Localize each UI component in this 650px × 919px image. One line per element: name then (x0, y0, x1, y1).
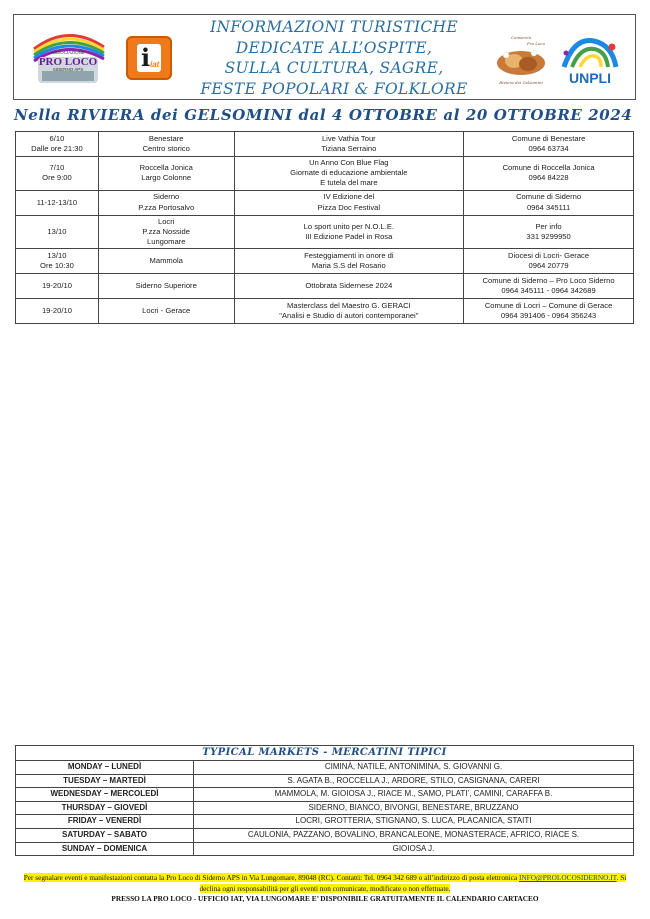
event-date-line: 19-20/10 (41, 306, 72, 316)
market-day: MONDAY – LUNEDÌ (16, 761, 194, 775)
event-event-line: Maria S.S del Rosario (311, 261, 386, 271)
unpli-text: UNPLI (569, 70, 611, 86)
header-title-line: SULLA CULTURA, SAGRE, (224, 59, 444, 77)
event-row (16, 157, 634, 191)
event-event-line: Tiziana Serraino (321, 144, 377, 153)
event-contact-line: 0964 345111 - 0964 342689 (501, 286, 596, 296)
event-date-cell (16, 299, 99, 324)
email-link[interactable]: INFO@PROLOCOSIDERNO.IT (518, 873, 617, 882)
market-places: SIDERNO, BIANCO, BIVONGI, BENESTARE, BRUZZANO (194, 801, 634, 815)
event-place-cell (98, 157, 234, 191)
market-day: WEDNESDAY – MERCOLEDÌ (16, 788, 194, 802)
event-contact-cell (464, 274, 634, 299)
market-places: LOCRI, GROTTERIA, STIGNANO, S. LUCA, PLACANICA, STAITI (194, 815, 634, 829)
market-row (16, 815, 634, 829)
header-title-line: DEDICATE ALL’OSPITE, (235, 38, 433, 57)
event-place-line: Mammola (149, 256, 183, 266)
event-event-line: E tutela del mare (320, 178, 378, 188)
event-event-line: Masterclass del Maestro G. GERACI (287, 301, 411, 311)
event-row (16, 215, 634, 249)
event-contact-line: 0964 84228 (528, 173, 569, 183)
event-place-line: P.zza Portosalvo (138, 202, 195, 212)
market-day: FRIDAY – VENERDÌ (16, 815, 194, 829)
event-row (16, 190, 634, 215)
event-place-line: Locri - Gerace (142, 306, 191, 316)
event-contact-line: Comune di Locri – Comune di Gerace (484, 301, 613, 311)
event-contact-line: Comune di Roccella Jonica (502, 163, 595, 173)
event-contact-cell (464, 190, 634, 215)
market-day: SATURDAY – SABATO (16, 828, 194, 842)
proloco-logo-line-1: ASSOCIAZIONE (51, 50, 85, 55)
event-event-line: Ottobrata Sidernese 2024 (305, 281, 393, 291)
market-row (16, 774, 634, 788)
event-event-line: "Analisi e Studio di autori contemporanei" (279, 311, 419, 321)
market-row (16, 761, 634, 775)
unpli-logo (554, 33, 626, 89)
market-day: TUESDAY – MARTEDÌ (16, 774, 194, 788)
footer-note-text: Per segnalare eventi e manifestazioni contatta la Pro Loco di Siderno APS in Via Lungomare, 89048 (RC). Contatti: Tel. 0964 342 689 o all’indirizzo di posta elettronica (23, 873, 519, 882)
event-event-line: Lo sport unito per N.O.L.E. (303, 221, 394, 231)
event-event-line: Live Vathia Tour (321, 133, 376, 143)
event-event-cell (234, 157, 464, 191)
event-event-cell (234, 299, 464, 324)
event-contact-line: 0964 345111 (526, 202, 571, 212)
event-event-line: Giornate di educazione ambientale (290, 168, 408, 178)
event-contact-line: 0964 391406 - 0964 356243 (500, 311, 597, 321)
event-date-cell (16, 132, 99, 157)
market-places: GIOIOSA J. (194, 842, 634, 856)
event-event-cell (234, 274, 464, 299)
event-date-line: Ore 9:00 (42, 173, 72, 183)
event-contact-cell (464, 249, 634, 274)
event-contact-line: 0964 63734 (528, 144, 569, 153)
event-date-cell (16, 274, 99, 299)
event-contact-line: Diocesi di Locri- Gerace (508, 251, 590, 261)
event-place-cell (98, 249, 234, 274)
event-row (16, 249, 634, 274)
event-place-line: Locri (157, 216, 175, 226)
event-place-line: Benestare (148, 133, 184, 143)
market-row (16, 828, 634, 842)
event-event-line: Festeggiamenti in onore di (304, 251, 394, 261)
proloco-logo-line-2: PRO LOCO (38, 56, 98, 68)
event-date-cell (16, 249, 99, 274)
event-contact-line: 0964 20779 (528, 261, 569, 271)
event-place-cell (98, 132, 234, 157)
market-places: CIMINÀ, NATILE, ANTONIMINA, S. GIOVANNI G. (194, 761, 634, 775)
event-date-cell (16, 190, 99, 215)
event-row (16, 299, 634, 324)
event-date-line: Ore 10:30 (40, 261, 74, 271)
header-title (189, 17, 479, 99)
event-place-line: Siderno Superiore (135, 281, 197, 291)
proloco-logo-line-3: SIDERNO APS (52, 67, 84, 72)
gelsomini-logo-line-2: Pro Loco (527, 41, 545, 46)
event-date-line: 13/10 (47, 251, 67, 261)
event-event-line: III Edizione Padel in Rosa (305, 231, 393, 241)
footer-note-text-end: . Si declina ogni responsabilità per gli eventi non comunicate, modificate o non effettuate. (199, 873, 627, 893)
market-row (16, 801, 634, 815)
event-place-line: Roccella Jonica (139, 163, 193, 173)
markets-table (15, 745, 634, 856)
market-places: MAMMOLA, M. GIOIOSA J., RIACE M., SAMO, PLATI’, CAMINI, CARAFFA B. (194, 788, 634, 802)
event-date-cell (16, 157, 99, 191)
info-i-icon: i (141, 43, 151, 72)
market-day: THURSDAY – GIOVEDÌ (16, 801, 194, 815)
event-date-cell (16, 215, 99, 249)
events-table (15, 131, 634, 324)
event-contact-line: Comune di Benestare (511, 133, 586, 143)
event-event-cell (234, 190, 464, 215)
event-date-line: 13/10 (47, 226, 67, 236)
event-contact-cell (464, 299, 634, 324)
event-row (16, 132, 634, 157)
event-place-line: P.zza Nosside (142, 226, 190, 236)
event-event-line: Un Anno Con Blue Flag (309, 158, 389, 167)
event-place-cell (98, 299, 234, 324)
proloco-siderno-logo (28, 27, 108, 87)
event-contact-cell (464, 157, 634, 191)
event-event-cell (234, 132, 464, 157)
event-date-line: 11-12-13/10 (36, 197, 78, 207)
event-place-cell (98, 190, 234, 215)
event-contact-line: Comune di Siderno – Pro Loco Siderno (482, 276, 615, 286)
header-title-line: FESTE POPOLARI & FOLKLORE (200, 79, 468, 98)
event-date-line: 6/10 (49, 133, 65, 143)
event-place-cell (98, 274, 234, 299)
header-box (13, 14, 636, 100)
event-contact-cell (464, 215, 634, 249)
event-place-line: Largo Colonne (141, 173, 192, 183)
event-row (16, 274, 634, 299)
market-day: SUNDAY – DOMENICA (16, 842, 194, 856)
event-contact-cell (464, 132, 634, 157)
footer-note (22, 873, 628, 894)
event-date-line: Dalle ore 21:30 (31, 144, 83, 153)
event-contact-line: Per info (535, 221, 562, 231)
market-places: S. AGATA B., ROCCELLA J., ARDORE, STILO, CASIGNANA, CARERI (194, 774, 634, 788)
event-event-line: IV Edizione del (323, 192, 375, 202)
event-date-line: 7/10 (49, 163, 65, 173)
event-place-line: Lungomare (147, 237, 186, 247)
event-event-line: Pizza Doc Festival (317, 202, 381, 212)
iat-tag: iat (150, 60, 160, 69)
date-range-subtitle: Nella RIVIERA dei GELSOMINI dal 4 OTTOBRE al 20 OTTOBRE 2024 (14, 106, 633, 124)
market-row (16, 788, 634, 802)
iat-info-logo (126, 36, 172, 80)
riviera-gelsomini-logo (490, 33, 552, 89)
header-title-line: INFORMAZIONI TURISTICHE (210, 18, 458, 36)
event-place-line: Centro storico (142, 144, 190, 153)
event-contact-line: 331 9299950 (526, 231, 571, 241)
footer-calendar-note: PRESSO LA PRO LOCO - UFFICIO IAT, VIA LUNGOMARE E’ DISPONIBILE GRATUITAMENTE IL CALENDARIO CARTACEO (111, 894, 539, 903)
event-contact-line: Comune di Siderno (516, 192, 582, 202)
event-event-cell (234, 215, 464, 249)
markets-title: TYPICAL MARKETS - MERCATINI TIPICI (16, 746, 634, 761)
event-place-cell (98, 215, 234, 249)
event-date-line: 19-20/10 (41, 281, 72, 291)
event-place-line: Siderno (153, 192, 180, 202)
gelsomini-logo-line-1: Consorzio (510, 35, 532, 40)
market-places: CAULONIA, PAZZANO, BOVALINO, BRANCALEONE, MONASTERACE, AFRICO, RIACE S. (194, 828, 634, 842)
market-row (16, 842, 634, 856)
event-event-cell (234, 249, 464, 274)
gelsomini-logo-line-3: Riviera dei Gelsomini (499, 80, 543, 85)
